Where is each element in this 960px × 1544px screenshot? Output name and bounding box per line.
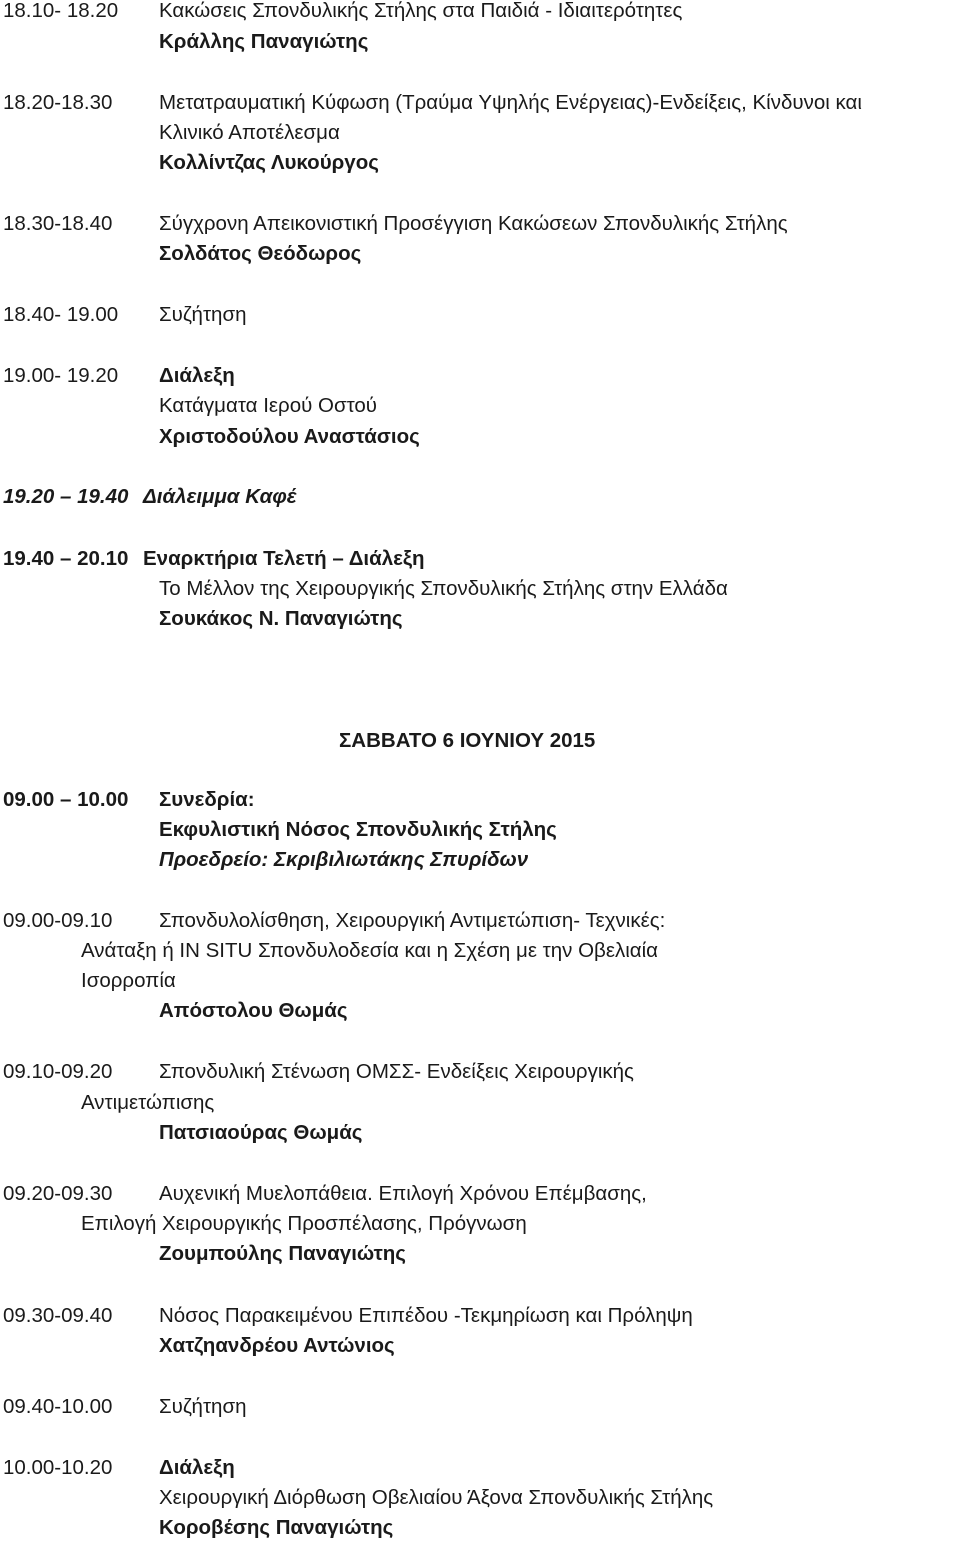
- time-slot: 09.40-10.00: [3, 1395, 113, 1418]
- talk-title: Μετατραυματική Κύφωση (Τραύμα Υψηλής Ενέργειας)-Ενδείξεις, Κίνδυνοι και: [159, 91, 862, 114]
- talk-title: Κακώσεις Σπονδυλικής Στήλης στα Παιδιά - Ιδιαιτερότητες: [159, 0, 683, 22]
- talk-title: Συζήτηση: [159, 1395, 247, 1418]
- time-slot: 09.10-09.20: [3, 1060, 113, 1083]
- session-chair: Προεδρείο: Σκριβιλιωτάκης Σπυρίδων: [159, 848, 529, 871]
- talk-title-continued: Επιλογή Χειρουργικής Προσπέλασης, Πρόγνωση: [81, 1212, 527, 1235]
- talk-title: Σπονδυλολίσθηση, Χειρουργική Αντιμετώπιση- Τεχνικές:: [159, 909, 666, 932]
- time-slot: 18.10- 18.20: [3, 0, 119, 22]
- talk-title: Συζήτηση: [159, 303, 247, 326]
- speaker-name: Κράλλης Παναγιώτης: [159, 30, 369, 53]
- time-slot: 09.20-09.30: [3, 1182, 113, 1205]
- time-slot: 09.30-09.40: [3, 1304, 113, 1327]
- speaker-name: Σολδάτος Θεόδωρος: [159, 242, 362, 265]
- talk-title: Σπονδυλική Στένωση ΟΜΣΣ- Ενδείξεις Χειρουργικής: [159, 1060, 634, 1083]
- time-slot: 18.30-18.40: [3, 212, 113, 235]
- speaker-name: Χριστοδούλου Αναστάσιος: [159, 425, 420, 448]
- speaker-name: Κολλίντζας Λυκούργος: [159, 151, 379, 174]
- session-label: Διάλεξη: [159, 364, 235, 387]
- speaker-name: Απόστολου Θωμάς: [159, 999, 348, 1022]
- talk-title: Αυχενική Μυελοπάθεια. Επιλογή Χρόνου Επέμβασης,: [159, 1182, 647, 1205]
- break-label: Διάλειμμα Καφέ: [143, 485, 297, 508]
- time-slot: 09.00 – 10.00: [3, 788, 129, 811]
- day-heading: ΣΑΒΒΑΤΟ 6 ΙΟΥΝΙΟΥ 2015: [339, 729, 596, 752]
- time-slot: 10.00-10.20: [3, 1456, 113, 1479]
- time-slot: 19.00- 19.20: [3, 364, 119, 387]
- talk-title-continued: Ανάταξη ή IN SITU Σπονδυλοδεσία και η Σχέση με την Οβελιαία: [81, 939, 659, 962]
- speaker-name: Σουκάκος Ν. Παναγιώτης: [159, 607, 403, 630]
- session-label: Διάλεξη: [159, 1456, 235, 1479]
- speaker-name: Χατζηανδρέου Αντώνιος: [159, 1334, 395, 1357]
- talk-title-continued: Ισορροπία: [81, 969, 176, 992]
- speaker-name: Πατσιαούρας Θωμάς: [159, 1121, 363, 1144]
- speaker-name: Κοροβέσης Παναγιώτης: [159, 1516, 394, 1539]
- time-slot: 19.40 – 20.10: [3, 547, 129, 570]
- time-slot: 19.20 – 19.40: [3, 485, 129, 508]
- talk-title: Χειρουργική Διόρθωση Οβελιαίου Άξονα Σπονδυλικής Στήλης: [159, 1486, 714, 1509]
- talk-title: Το Μέλλον της Χειρουργικής Σπονδυλικής Στήλης στην Ελλάδα: [159, 577, 728, 600]
- talk-title-continued: Κλινικό Αποτέλεσμα: [159, 121, 340, 144]
- time-slot: 09.00-09.10: [3, 909, 113, 932]
- talk-title: Νόσος Παρακειμένου Επιπέδου -Τεκμηρίωση και Πρόληψη: [159, 1304, 693, 1327]
- session-title: Εκφυλιστική Νόσος Σπονδυλικής Στήλης: [159, 818, 557, 841]
- session-label: Συνεδρία:: [159, 788, 255, 811]
- talk-title-continued: Αντιμετώπισης: [81, 1091, 215, 1114]
- speaker-name: Ζουμπούλης Παναγιώτης: [159, 1242, 406, 1265]
- time-slot: 18.20-18.30: [3, 91, 113, 114]
- time-slot: 18.40- 19.00: [3, 303, 119, 326]
- talk-title: Σύγχρονη Απεικονιστική Προσέγγιση Κακώσεων Σπονδυλικής Στήλης: [159, 212, 788, 235]
- talk-title: Κατάγματα Ιερού Οστού: [159, 394, 378, 417]
- session-label: Εναρκτήρια Τελετή – Διάλεξη: [143, 547, 425, 570]
